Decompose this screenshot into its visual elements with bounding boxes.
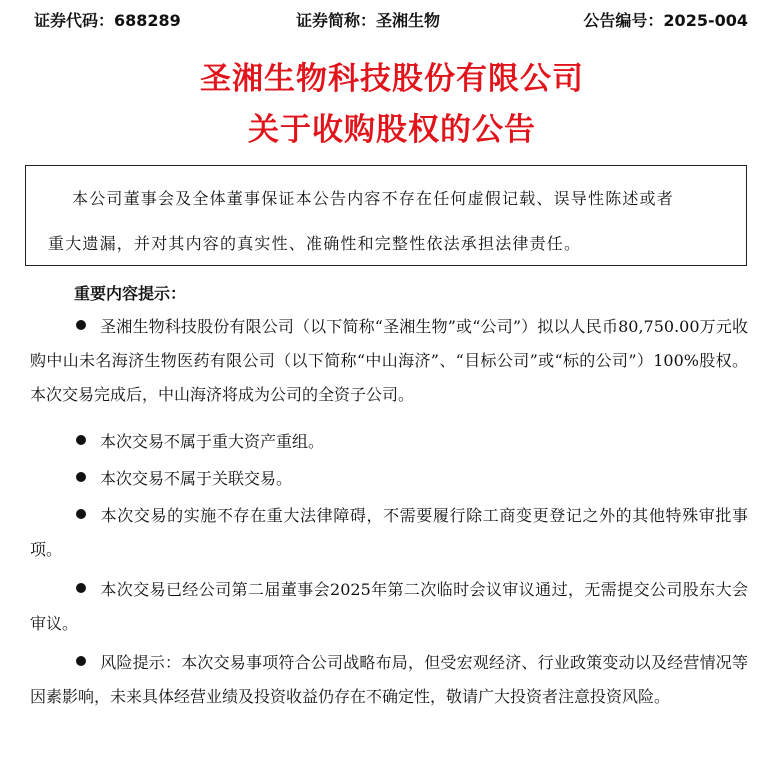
highlight-text: 圣湘生物科技股份有限公司（以下简称“圣湘生物”或“公司”）拟以人民币80,750.00万元收购中山未名海济生物医药有限公司（以下简称“中山海济”、“目标公司”或“标的公司”）100%股权。本次交易完成后，中山海济将成为公司的全资子公司。 bbox=[30, 317, 748, 404]
bullet-icon bbox=[76, 656, 86, 666]
company-title: 圣湘生物科技股份有限公司 bbox=[200, 61, 584, 97]
announcement-header bbox=[0, 6, 784, 36]
bullet-icon bbox=[76, 435, 86, 445]
board-statement-line-2: 重大遗漏，并对其内容的真实性、准确性和完整性依法承担法律责任。 bbox=[48, 234, 582, 253]
highlight-item bbox=[30, 310, 748, 412]
board-statement-box bbox=[25, 165, 747, 266]
announcement-number: 公告编号：2025-004 bbox=[583, 11, 748, 30]
highlight-item bbox=[30, 646, 748, 714]
highlights-heading: 重要内容提示： bbox=[74, 284, 187, 303]
highlight-item bbox=[30, 573, 748, 641]
highlight-text: 本次交易的实施不存在重大法律障碍，不需要履行除工商变更登记之外的其他特殊审批事项。 bbox=[30, 506, 748, 559]
announcement-title: 关于收购股权的公告 bbox=[248, 112, 536, 148]
highlight-text: 风险提示：本次交易事项符合公司战略布局，但受宏观经济、行业政策变动以及经营情况等因素影响，未来具体经营业绩及投资收益仍存在不确定性，敬请广大投资者注意投资风险。 bbox=[30, 653, 748, 706]
highlight-item bbox=[30, 499, 748, 567]
bullet-icon bbox=[76, 509, 86, 519]
highlight-item bbox=[30, 462, 748, 496]
highlight-item bbox=[30, 425, 748, 459]
board-statement-line-1: 本公司董事会及全体董事保证本公告内容不存在任何虚假记载、误导性陈述或者 bbox=[72, 189, 675, 208]
highlight-text: 本次交易不属于重大资产重组。 bbox=[100, 432, 325, 451]
security-abbreviation: 证券简称：圣湘生物 bbox=[296, 11, 441, 30]
highlight-text: 本次交易已经公司第二届董事会2025年第二次临时会议审议通过，无需提交公司股东大会审议。 bbox=[30, 580, 748, 633]
bullet-icon bbox=[76, 320, 86, 330]
bullet-icon bbox=[76, 472, 86, 482]
bullet-icon bbox=[76, 583, 86, 593]
security-code: 证券代码：688289 bbox=[34, 11, 181, 30]
highlight-text: 本次交易不属于关联交易。 bbox=[100, 469, 293, 488]
